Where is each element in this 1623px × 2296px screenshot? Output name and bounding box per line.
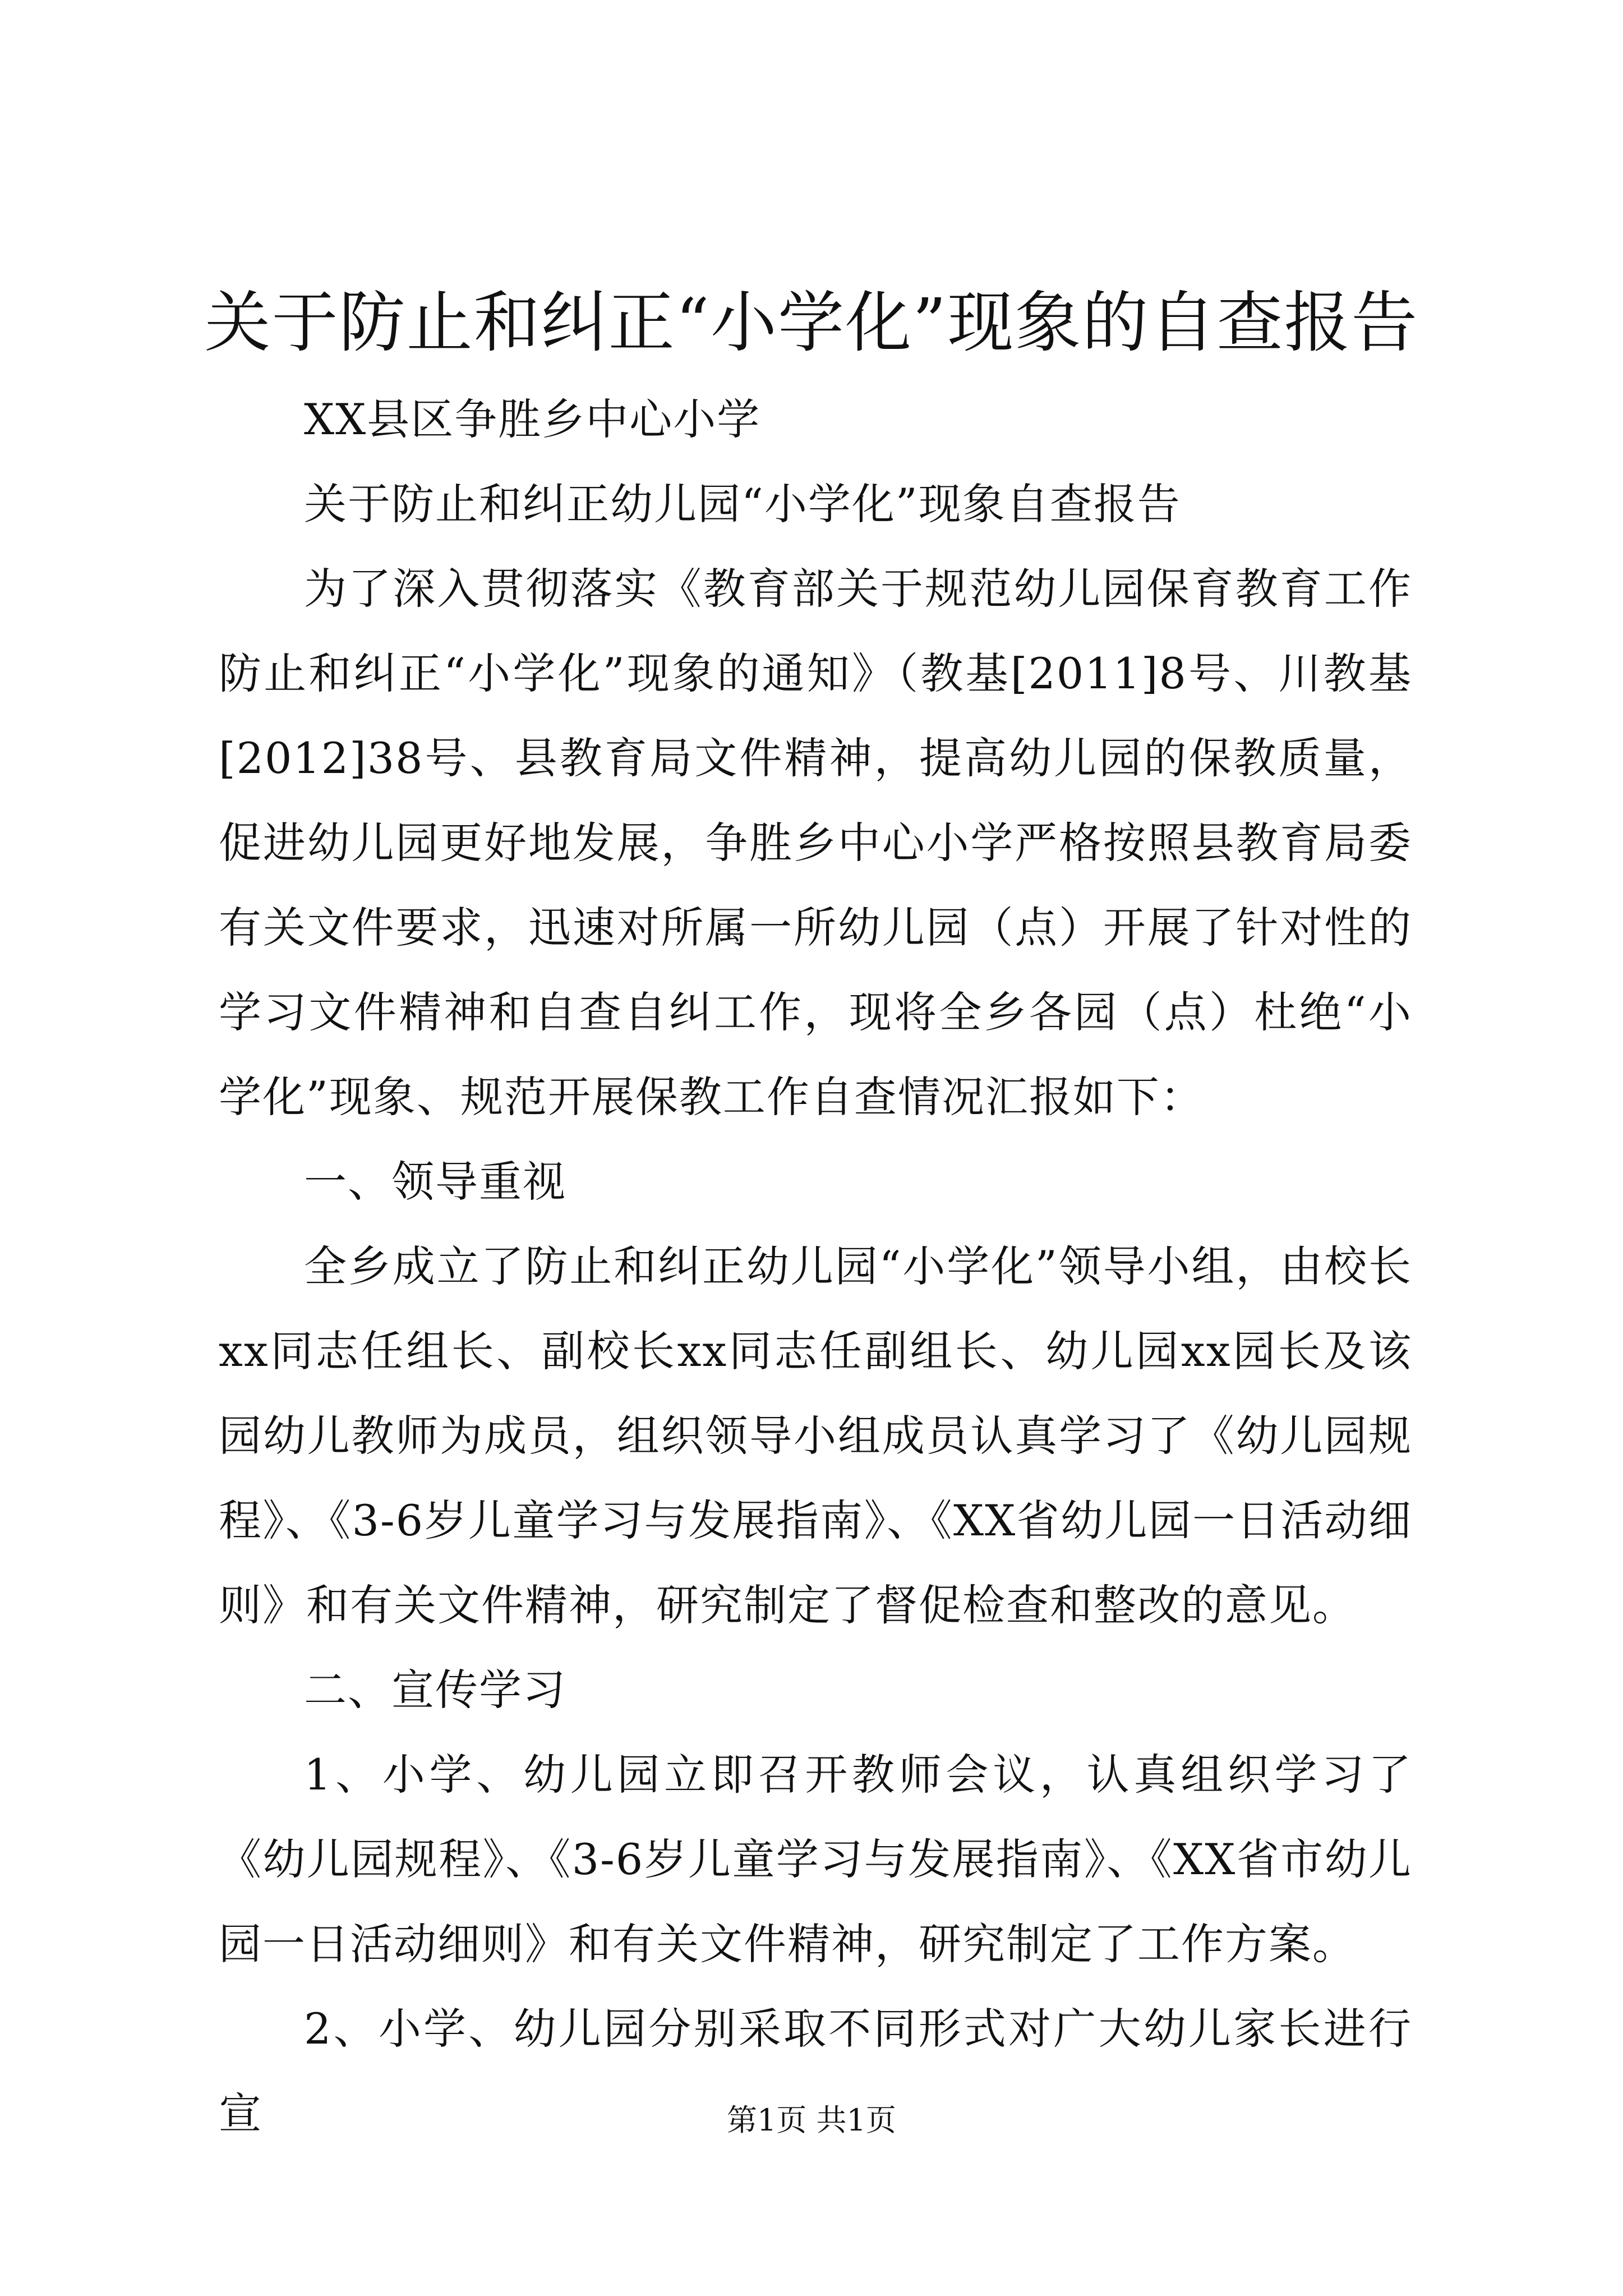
paragraph-publicity-2: 2、小学、幼儿园分别采取不同形式对广大幼儿家长进行宣 bbox=[219, 2004, 1412, 2138]
paragraph-introduction: 为了深入贯彻落实《教育部关于规范幼儿园保育教育工作防止和纠正“小学化”现象的通知》（教基[2011]8号、川教基[2012]38号、县教育局文件精神，提高幼儿园的保教质量，促进幼儿园更好地发展，争胜乡中心小学严格按照县教育局委有关文件要求，迅速对所属一所幼儿园（点）开展了针对性的学习文件精神和自查自纠工作，现将全乡各园（点）杜绝“小学化”现象、规范开展保教工作自查情况汇报如下： bbox=[219, 564, 1412, 1122]
document-title: 关于防止和纠正“小学化”现象的自查报告 bbox=[204, 284, 1419, 361]
paragraph-school-name: XX县区争胜乡中心小学 bbox=[304, 394, 761, 444]
paragraph-report-subtitle: 关于防止和纠正幼儿园“小学化”现象自查报告 bbox=[304, 479, 1181, 529]
document-body bbox=[219, 377, 1412, 2156]
section-heading-publicity: 二、宣传学习 bbox=[304, 1665, 566, 1715]
section-heading-leadership: 一、领导重视 bbox=[304, 1157, 566, 1207]
paragraph-leadership: 全乡成立了防止和纠正幼儿园“小学化”领导小组，由校长xx同志任组长、副校长xx同志任副组长、幼儿园xx园长及该园幼儿教师为成员，组织领导小组成员认真学习了《幼儿园规程》、《3-6岁儿童学习与发展指南》、《XX省幼儿园一日活动细则》和有关文件精神，研究制定了督促检查和整改的意见。 bbox=[219, 1241, 1412, 1630]
page-footer: 第1页 共1页 bbox=[727, 2102, 896, 2138]
paragraph-publicity-1: 1、小学、幼儿园立即召开教师会议，认真组织学习了《幼儿园规程》、《3-6岁儿童学习与发展指南》、《XX省市幼儿园一日活动细则》和有关文件精神，研究制定了工作方案。 bbox=[219, 1750, 1412, 1969]
